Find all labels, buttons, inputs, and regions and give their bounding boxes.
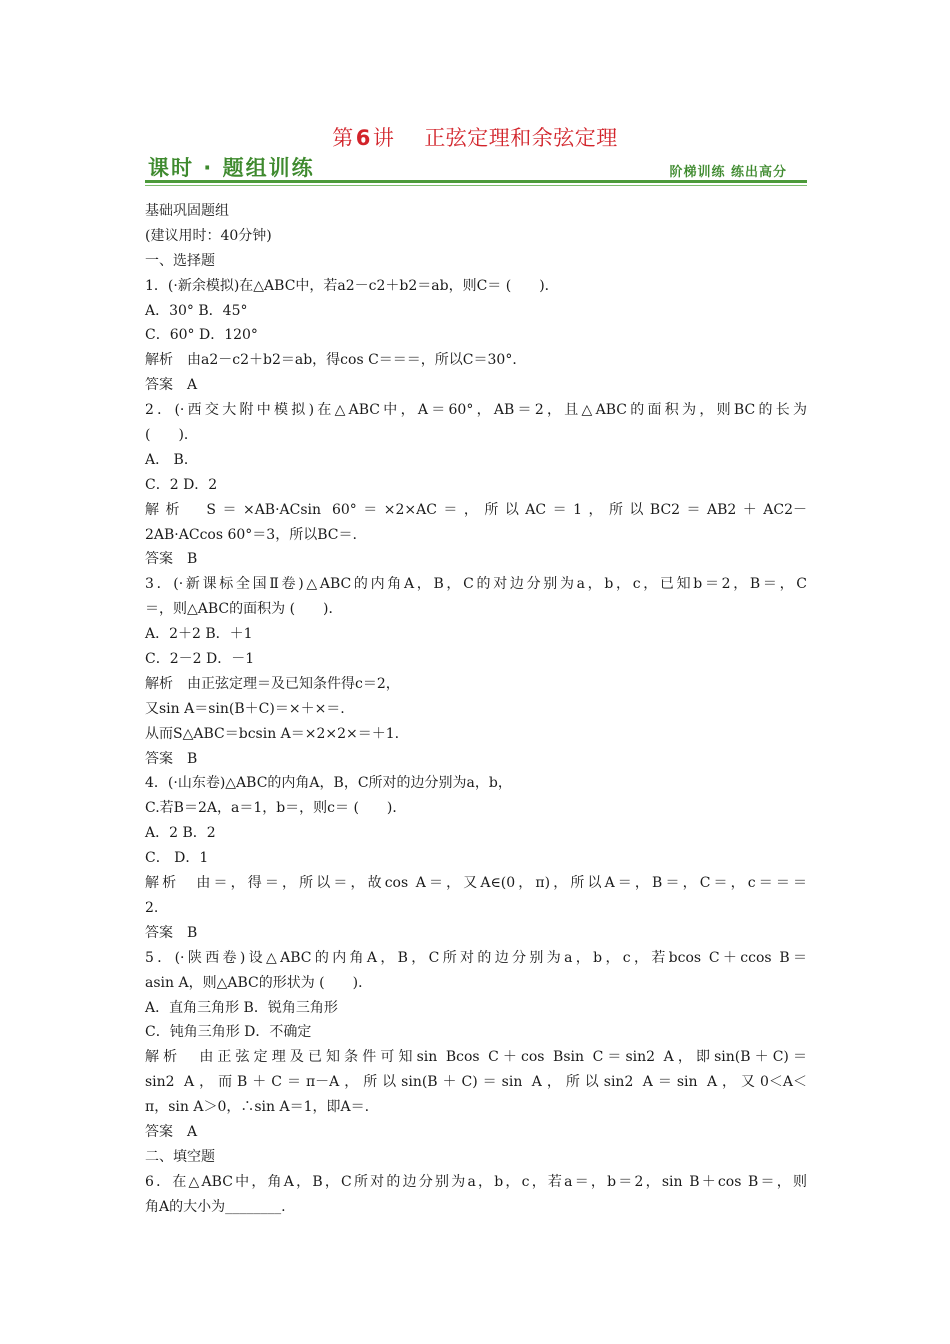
- title-prefix: 第: [332, 126, 354, 150]
- doc-line: ＝，则△ABC的面积为 ( )．: [145, 601, 343, 618]
- doc-line: C.若B＝2A，a＝1，b＝，则c＝ ( )．: [145, 800, 407, 817]
- doc-line: 2.: [145, 899, 159, 916]
- doc-line: C． D．1: [145, 850, 209, 867]
- doc-line: 从而S△ABC＝bcsin A＝×2×2×＝＋1.: [145, 725, 400, 742]
- doc-line: 答案 B: [145, 551, 198, 568]
- section-band: [145, 150, 807, 188]
- doc-line: 解析 S＝×AB·ACsin 60°＝×2×AC＝，所以AC＝1，所以BC2＝AB2＋AC2－: [145, 501, 807, 518]
- doc-line: C．钝角三角形 D．不确定: [145, 1024, 312, 1041]
- doc-line: 答案 B: [145, 750, 198, 767]
- band-right-label: 阶梯训练 练出高分: [669, 165, 787, 180]
- doc-line: 解析 由正弦定理＝及已知条件得c＝2，: [145, 675, 400, 692]
- doc-line: C．2 D．2: [145, 476, 218, 493]
- title-number: 6: [355, 126, 371, 150]
- document-body: [145, 199, 807, 1220]
- doc-line: 一、选择题: [145, 252, 215, 269]
- doc-line: 角A的大小为________.: [145, 1198, 286, 1215]
- band-left-label: 课时 · 题组训练: [148, 156, 315, 180]
- title-mid: 讲: [372, 126, 395, 150]
- doc-line: A．2 B．2: [145, 825, 216, 842]
- doc-line: 6．在△ABC中，角A，B，C所对的边分别为a，b，c，若a＝，b＝2，sin B＋cos B＝，则: [145, 1173, 807, 1190]
- doc-line: 解析 由正弦定理及已知条件可知sin Bcos C＋cos Bsin C＝sin2 A，即sin(B＋C)＝: [145, 1049, 807, 1066]
- doc-line: 又sin A＝sin(B＋C)＝×＋×＝.: [145, 700, 345, 717]
- title-main: 正弦定理和余弦定理: [424, 126, 618, 150]
- doc-line: 5．(·陕西卷)设△ABC的内角A，B，C所对的边分别为a，b，c，若bcos C＋ccos B＝: [145, 949, 807, 966]
- doc-line: 答案 A: [145, 377, 198, 394]
- doc-line: A．30° B．45°: [145, 302, 248, 319]
- doc-line: 3．(·新课标全国Ⅱ卷)△ABC的内角A，B，C的对边分别为a，b，c，已知b＝2，B＝，C: [145, 576, 807, 593]
- doc-line: 解析 由a2－c2＋b2＝ab，得cos C＝＝＝，所以C＝30°．: [145, 352, 527, 369]
- doc-line: 二、填空题: [145, 1148, 215, 1165]
- doc-line: 基础巩固题组: [145, 203, 229, 219]
- doc-line: A．2＋2 B．＋1: [145, 626, 253, 643]
- doc-line: 答案 A: [145, 1123, 198, 1140]
- doc-line: (建议用时：40分钟): [145, 227, 272, 244]
- doc-line: 4．(·山东卷)△ABC的内角A，B，C所对的边分别为a，b，: [145, 775, 512, 792]
- doc-line: C．60° D．120°: [145, 327, 258, 344]
- page-title: [0, 122, 950, 152]
- doc-line: sin2 A，而B＋C＝π－A，所以sin(B＋C)＝sin A，所以sin2 A＝sin A，又0＜A＜: [145, 1074, 807, 1091]
- doc-line: ( )．: [145, 427, 198, 444]
- doc-line: 2．(·西交大附中模拟)在△ABC中，A＝60°，AB＝2，且△ABC的面积为，则BC的长为: [145, 402, 807, 419]
- doc-line: π，sin A＞0，∴sin A＝1，即A＝.: [145, 1099, 370, 1116]
- doc-line: 解析 由＝，得＝，所以＝，故cos A＝，又A∈(0，π)，所以A＝，B＝，C＝，c＝＝＝: [145, 875, 807, 892]
- doc-line: asin A，则△ABC的形状为 ( )．: [145, 974, 373, 991]
- doc-line: A．直角三角形 B．锐角三角形: [145, 999, 338, 1016]
- doc-line: 答案 B: [145, 924, 198, 941]
- band-rule: [145, 180, 807, 183]
- doc-line: A． B．: [145, 451, 198, 468]
- doc-line: 1．(·新余模拟)在△ABC中，若a2－c2＋b2＝ab，则C＝ ( )．: [145, 277, 559, 294]
- doc-line: 2AB·ACcos 60°＝3，所以BC＝.: [145, 526, 357, 543]
- doc-line: C．2－2 D．－1: [145, 651, 255, 668]
- band-rule-thin: [145, 185, 807, 186]
